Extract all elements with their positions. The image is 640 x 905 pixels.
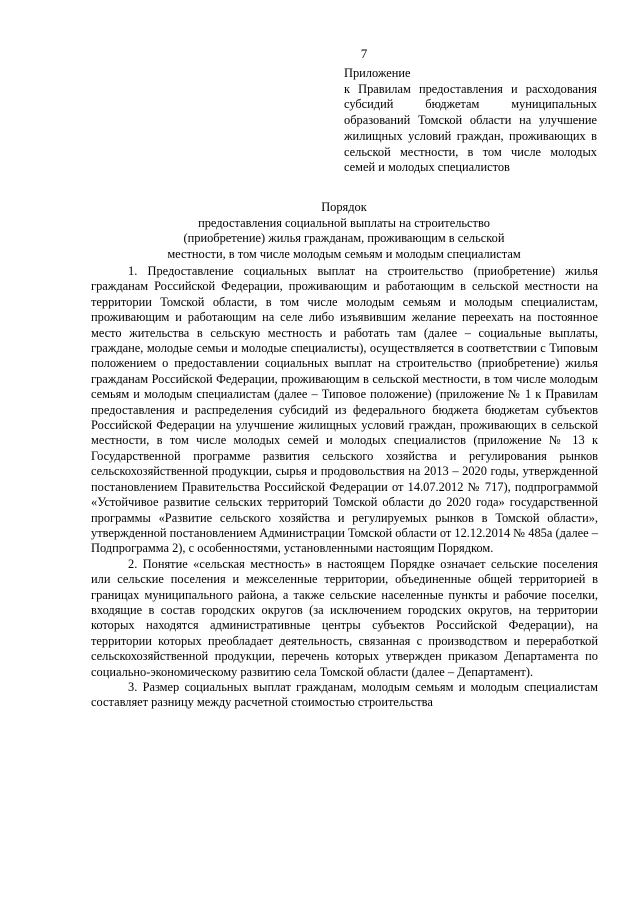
- appendix-title: Приложение: [344, 66, 411, 80]
- title-line-4: местности, в том числе молодым семьям и молодым специалистам: [167, 246, 521, 261]
- paragraph-2: 2. Понятие «сельская местность» в настоящем Порядке означает сельские поселения или сельские поселения и межселенные территории, объединенные общей территорией в границах муниципального района, а также сельские населенные пункты и рабочие поселки, входящие в состав городских округов (за исключением городских округов, на территории которых находятся административные центры субъектов Российской Федерации), на территории которых преобладает деятельность, связанная с производством и переработкой сельскохозяйственной продукции, перечень которых утвержден приказом Департамента по социально-экономическому развитию села Томской области (далее – Департамент).: [91, 556, 598, 679]
- appendix-block: [344, 66, 597, 176]
- paragraph-1: 1. Предоставление социальных выплат на строительство (приобретение) жилья гражданам Российской Федерации, проживающим и работающим в сельской местности на территории Томской области, в том числе молодым семьям и молодым специалистам, проживающим и работающим на селе либо изъявившим желание переехать на постоянное место жительства в сельскую местность и работать там (далее – социальные выплаты, граждане, молодые семьи и молодые специалисты), осуществляется в соответствии с Типовым положением о предоставлении социальных выплат на строительство (приобретение) жилья гражданам Российской Федерации, проживающим в сельской местности, в том числе молодым семьям и молодым специалистам (далее – Типовое положение) (приложение № 1 к Правилам предоставления и распределения субсидий из федерального бюджета бюджетам субъектов Российской Федерации на улучшение жилищных условий граждан, проживающих в сельской местности, в том числе молодых семей и молодых специалистов (приложение № 13 к Государственной программе развития сельского хозяйства и регулирования рынков сельскохозяйственной продукции, сырья и продовольствия на 2013 – 2020 годы, утвержденной постановлением Правительства Российской Федерации от 14.07.2012 № 717), подпрограммой «Устойчивое развитие сельских территорий Томской области до 2020 года» государственной программы «Развитие сельского хозяйства и регулируемых рынков в Томской области», утвержденной постановлением Администрации Томской области от 12.12.2014 № 485а (далее – Подпрограмма 2), с особенностями, установленными настоящим Порядком.: [91, 264, 598, 556]
- title-line-1: Порядок: [321, 200, 367, 214]
- document-title: [90, 200, 598, 262]
- paragraph-3: 3. Размер социальных выплат гражданам, молодым семьям и молодым специалистам составляет разницу между расчетной стоимостью строительства: [91, 679, 598, 710]
- title-line-3: (приобретение) жилья гражданам, проживающим в сельской: [183, 231, 505, 245]
- title-line-2: предоставления социальной выплаты на строительство: [198, 215, 490, 230]
- appendix-text: к Правилам предоставления и расходования субсидий бюджетам муниципальных образований Томской области на улучшение жилищных условий граждан, проживающих в сельской местности, в том числе молодых семей и молодых специалистов: [344, 81, 597, 175]
- document-body: [91, 264, 598, 711]
- page-number: 7: [360, 46, 368, 61]
